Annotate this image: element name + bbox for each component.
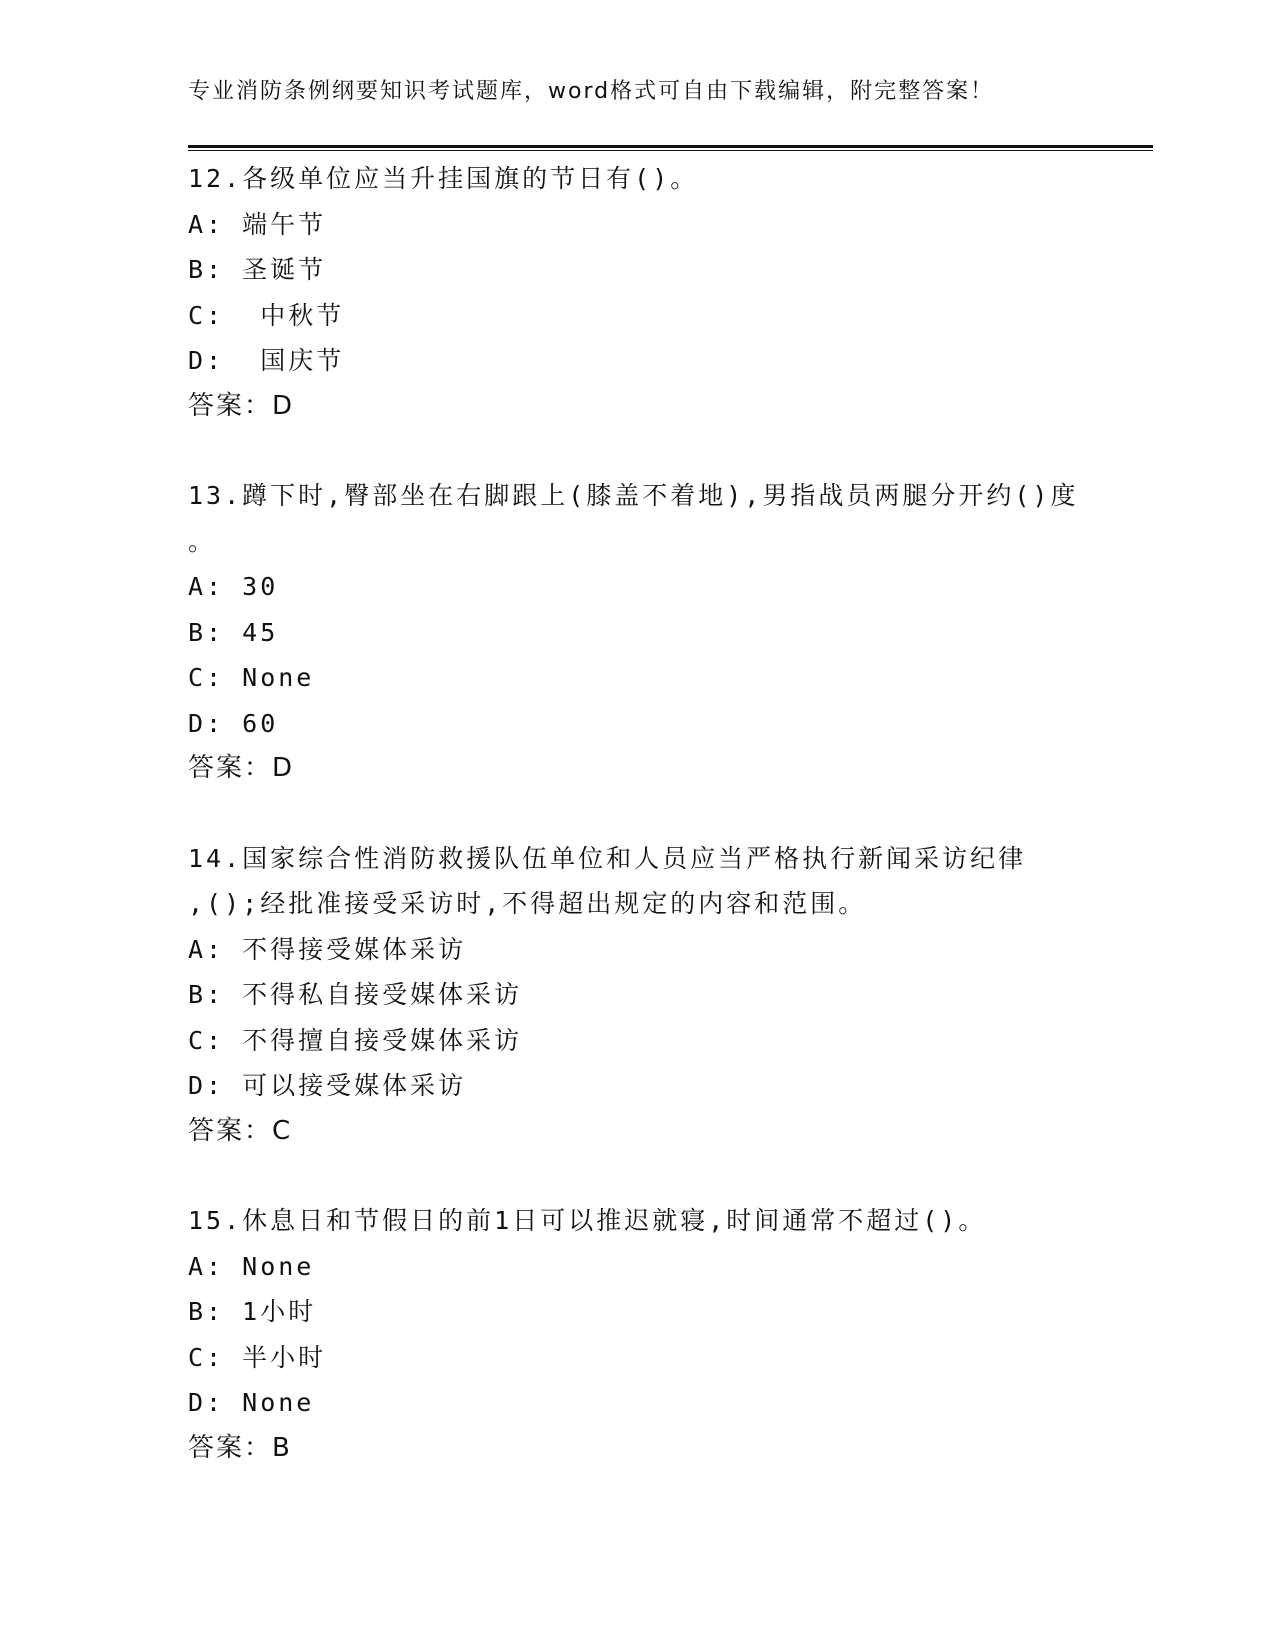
question-13 bbox=[188, 473, 1088, 792]
option-d: D: 60 bbox=[188, 708, 279, 738]
option-c: C: 中秋节 bbox=[188, 300, 345, 330]
question-12 bbox=[188, 156, 1088, 429]
option-b: B: 1小时 bbox=[188, 1297, 317, 1326]
option-c: C: None bbox=[188, 663, 315, 692]
answer-line: 答案：D bbox=[188, 753, 295, 783]
option-a: A: None bbox=[188, 1251, 315, 1281]
option-b: B: 45 bbox=[188, 617, 279, 647]
option-d: D: None bbox=[188, 1388, 315, 1417]
question-stem: 14.国家综合性消防救援队伍单位和人员应当严格执行新闻采访纪律 bbox=[188, 843, 1027, 873]
option-b: B: 圣诞节 bbox=[188, 255, 327, 284]
header-rule-thin bbox=[188, 150, 1153, 151]
option-a: A: 30 bbox=[188, 572, 279, 601]
question-stem: 12.各级单位应当升挂国旗的节日有()。 bbox=[188, 164, 699, 193]
question-stem: 13.蹲下时,臀部坐在右脚跟上(膝盖不着地),男指战员两腿分开约()度 bbox=[188, 481, 1079, 510]
option-c: C: 不得擅自接受媒体采访 bbox=[188, 1025, 523, 1055]
question-list bbox=[188, 156, 1088, 1515]
question-15 bbox=[188, 1198, 1088, 1471]
option-a: A: 不得接受媒体采访 bbox=[188, 934, 467, 964]
option-c: C: 半小时 bbox=[188, 1342, 327, 1372]
answer-line: 答案：B bbox=[188, 1432, 292, 1463]
question-14 bbox=[188, 836, 1088, 1155]
option-d: D: 国庆节 bbox=[188, 346, 345, 375]
question-stem: 15.休息日和节假日的前1日可以推迟就寝,时间通常不超过()。 bbox=[188, 1206, 987, 1235]
header-rule-thick bbox=[188, 145, 1153, 148]
answer-line: 答案：C bbox=[188, 1115, 293, 1146]
question-stem-continued: 。 bbox=[188, 526, 217, 556]
answer-line: 答案：D bbox=[188, 390, 295, 421]
option-d: D: 可以接受媒体采访 bbox=[188, 1071, 467, 1100]
question-stem-continued: ,();经批准接受采访时,不得超出规定的内容和范围。 bbox=[188, 889, 867, 918]
option-b: B: 不得私自接受媒体采访 bbox=[188, 980, 523, 1009]
page-header: 专业消防条例纲要知识考试题库，word格式可自由下载编辑，附完整答案！ bbox=[188, 79, 995, 104]
option-a: A: 端午节 bbox=[188, 209, 327, 239]
